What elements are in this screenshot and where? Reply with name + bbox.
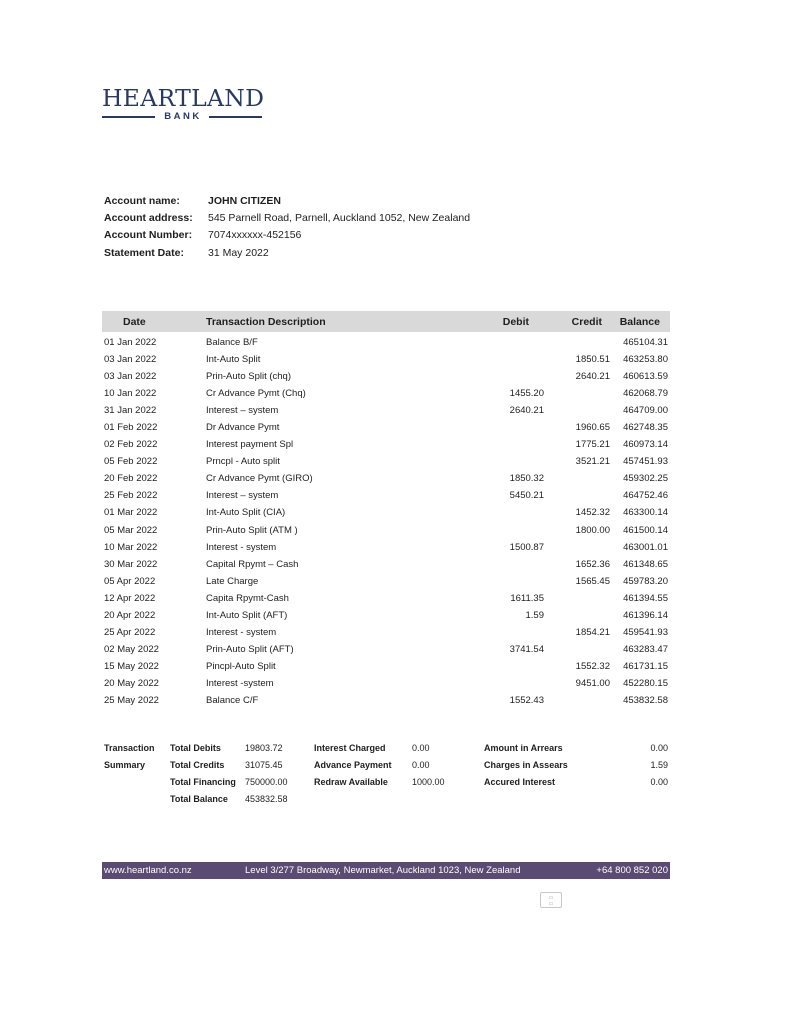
row-balance: 463283.47	[623, 643, 668, 655]
row-date: 02 Feb 2022	[104, 439, 158, 451]
table-row	[102, 522, 670, 539]
total-financing-label: Total Financing	[170, 777, 236, 787]
footer-bar	[102, 862, 670, 879]
row-balance: 459302.25	[623, 473, 668, 485]
row-description: Int-Auto Split (CIA)	[206, 507, 286, 519]
total-debits-label: Total Debits	[170, 743, 221, 753]
amount-in-arrears-value: 0.00	[650, 743, 668, 753]
account-name-value: JOHN CITIZEN	[208, 194, 281, 207]
table-row	[102, 607, 670, 624]
row-description: Dr Advance Pymt	[206, 422, 280, 434]
transaction-table	[102, 311, 670, 709]
row-date: 30 Mar 2022	[104, 558, 158, 570]
row-balance: 461731.15	[623, 660, 668, 672]
header-balance: Balance	[619, 315, 660, 328]
row-date: 05 Mar 2022	[104, 524, 158, 536]
row-credit: 1850.51	[575, 354, 610, 366]
transaction-table-header	[102, 311, 670, 332]
summary-label-summary: Summary	[104, 760, 146, 770]
table-row	[102, 334, 670, 351]
account-address-row	[104, 209, 470, 226]
row-date: 25 Apr 2022	[104, 626, 156, 638]
row-balance: 457451.93	[623, 456, 668, 468]
row-date: 25 May 2022	[104, 695, 159, 706]
row-description: Interest -system	[206, 677, 274, 689]
table-row	[102, 504, 670, 521]
row-credit: 2640.21	[575, 371, 610, 383]
row-credit: 1960.65	[575, 422, 610, 434]
redraw-available-label: Redraw Available	[314, 777, 388, 787]
row-credit: 1452.32	[575, 507, 610, 519]
table-row	[102, 590, 670, 607]
header-date: Date	[123, 315, 146, 328]
charges-in-arrears-value: 1.59	[650, 760, 668, 770]
row-debit: 1.59	[525, 609, 544, 621]
table-row	[102, 402, 670, 419]
table-row	[102, 658, 670, 675]
row-balance: 464709.00	[623, 405, 668, 417]
summary-label-transaction: Transaction	[104, 743, 155, 753]
row-description: Late Charge	[206, 575, 259, 587]
row-description: Int-Auto Split (AFT)	[206, 609, 288, 621]
row-balance: 463253.80	[623, 354, 668, 366]
table-row	[102, 436, 670, 453]
redraw-available-value: 1000.00	[412, 777, 445, 787]
table-row	[102, 692, 670, 709]
row-balance: 464752.46	[623, 490, 668, 502]
table-row	[102, 385, 670, 402]
table-row	[102, 419, 670, 436]
table-row	[102, 573, 670, 590]
total-credits-value: 31075.45	[245, 760, 283, 770]
table-row	[102, 453, 670, 470]
footer-phone: +64 800 852 020	[596, 865, 668, 876]
advance-payment-value: 0.00	[412, 760, 430, 770]
row-description: Prin-Auto Split (AFT)	[206, 643, 294, 655]
row-balance: 452280.15	[623, 677, 668, 689]
table-row	[102, 487, 670, 504]
logo-sub-text: BANK	[164, 111, 202, 122]
row-balance: 462068.79	[623, 388, 668, 400]
row-credit: 3521.21	[575, 456, 610, 468]
row-credit: 1652.36	[575, 558, 610, 570]
advance-payment-label: Advance Payment	[314, 760, 392, 770]
account-number-value: 7074xxxxxx-452156	[208, 229, 302, 242]
statement-date-label: Statement Date:	[104, 246, 184, 259]
row-debit: 2640.21	[509, 405, 544, 417]
transaction-rows	[102, 334, 670, 709]
account-name-row	[104, 192, 470, 209]
row-date: 25 Feb 2022	[104, 490, 158, 502]
row-date: 01 Mar 2022	[104, 507, 158, 519]
row-description: Interest – system	[206, 405, 279, 417]
table-row	[102, 641, 670, 658]
row-date: 20 May 2022	[104, 677, 159, 689]
row-description: Capital Rpymt – Cash	[206, 558, 299, 570]
logo-sub	[102, 111, 262, 122]
row-credit: 1800.00	[575, 524, 610, 536]
row-debit: 1500.87	[509, 541, 544, 553]
row-debit: 1455.20	[509, 388, 544, 400]
total-financing-value: 750000.00	[245, 777, 288, 787]
row-balance: 463300.14	[623, 507, 668, 519]
row-balance: 453832.58	[623, 695, 668, 706]
row-date: 10 Jan 2022	[104, 388, 157, 400]
row-description: Cr Advance Pymt (GIRO)	[206, 473, 313, 485]
row-debit: 1850.32	[509, 473, 544, 485]
row-date: 01 Jan 2022	[104, 337, 157, 349]
statement-date-row	[104, 244, 470, 261]
statement-date-value: 31 May 2022	[208, 246, 269, 259]
total-debits-value: 19803.72	[245, 743, 283, 753]
row-debit: 3741.54	[509, 643, 544, 655]
row-date: 31 Jan 2022	[104, 405, 157, 417]
row-description: Interest - system	[206, 626, 277, 638]
total-balance-value: 453832.58	[245, 794, 288, 804]
row-description: Interest payment Spl	[206, 439, 294, 451]
account-number-label: Account Number:	[104, 229, 193, 242]
small-stamp-icon: ▭ ▭	[540, 892, 562, 908]
logo-line-right	[209, 116, 262, 118]
footer-website-link[interactable]: www.heartland.co.nz	[104, 865, 192, 876]
row-credit: 1552.32	[575, 660, 610, 672]
row-description: Pincpl-Auto Split	[206, 660, 276, 672]
row-credit: 1854.21	[575, 626, 610, 638]
row-balance: 463001.01	[623, 541, 668, 553]
account-address-value: 545 Parnell Road, Parnell, Auckland 1052, New Zealand	[208, 211, 471, 224]
row-balance: 465104.31	[623, 337, 668, 349]
account-address-label: Account address:	[104, 211, 193, 224]
header-debit: Debit	[502, 315, 529, 328]
amount-in-arrears-label: Amount in Arrears	[484, 743, 563, 753]
row-date: 01 Feb 2022	[104, 422, 158, 434]
interest-charged-label: Interest Charged	[314, 743, 386, 753]
row-description: Int-Auto Split	[206, 354, 261, 366]
row-description: Balance B/F	[206, 337, 258, 349]
table-row	[102, 368, 670, 385]
header-credit: Credit	[571, 315, 602, 328]
table-row	[102, 351, 670, 368]
footer-address: Level 3/277 Broadway, Newmarket, Auckland 1023, New Zealand	[245, 865, 521, 876]
row-balance: 459541.93	[623, 626, 668, 638]
logo-line-left	[102, 116, 155, 118]
table-row	[102, 470, 670, 487]
accured-interest-label: Accured Interest	[484, 777, 556, 787]
row-description: Prncpl - Auto split	[206, 456, 280, 468]
table-row	[102, 675, 670, 692]
row-date: 02 May 2022	[104, 643, 159, 655]
row-date: 15 May 2022	[104, 660, 159, 672]
row-balance: 461348.65	[623, 558, 668, 570]
account-name-label: Account name:	[104, 194, 180, 207]
row-balance: 461500.14	[623, 524, 668, 536]
row-description: Balance C/F	[206, 695, 259, 706]
table-row	[102, 624, 670, 641]
table-row	[102, 556, 670, 573]
row-date: 03 Jan 2022	[104, 371, 157, 383]
account-number-row	[104, 227, 470, 244]
total-credits-label: Total Credits	[170, 760, 225, 770]
row-balance: 461394.55	[623, 592, 668, 604]
row-balance: 461396.14	[623, 609, 668, 621]
row-date: 10 Mar 2022	[104, 541, 158, 553]
row-description: Capita Rpymt-Cash	[206, 592, 289, 604]
row-credit: 9451.00	[575, 677, 610, 689]
table-row	[102, 539, 670, 556]
row-date: 12 Apr 2022	[104, 592, 156, 604]
row-description: Prin-Auto Split (chq)	[206, 371, 292, 383]
accured-interest-value: 0.00	[650, 777, 668, 787]
row-date: 05 Feb 2022	[104, 456, 158, 468]
row-date: 05 Apr 2022	[104, 575, 156, 587]
row-description: Cr Advance Pymt (Chq)	[206, 388, 306, 400]
row-description: Interest – system	[206, 490, 279, 502]
header-description: Transaction Description	[206, 315, 326, 328]
row-date: 03 Jan 2022	[104, 354, 157, 366]
row-date: 20 Feb 2022	[104, 473, 158, 485]
row-debit: 1552.43	[509, 695, 544, 706]
logo-name: HEARTLAND	[102, 84, 265, 112]
row-credit: 1775.21	[575, 439, 610, 451]
row-description: Interest - system	[206, 541, 277, 553]
row-balance: 462748.35	[623, 422, 668, 434]
charges-in-arrears-label: Charges in Assears	[484, 760, 568, 770]
row-debit: 1611.35	[510, 592, 544, 604]
row-credit: 1565.45	[575, 575, 610, 587]
row-description: Prin-Auto Split (ATM )	[206, 524, 298, 536]
row-balance: 460613.59	[623, 371, 668, 383]
row-debit: 5450.21	[509, 490, 544, 502]
interest-charged-value: 0.00	[412, 743, 430, 753]
row-balance: 460973.14	[623, 439, 668, 451]
row-date: 20 Apr 2022	[104, 609, 156, 621]
total-balance-label: Total Balance	[170, 794, 228, 804]
heartland-bank-logo	[102, 84, 265, 122]
row-balance: 459783.20	[623, 575, 668, 587]
account-details	[104, 192, 470, 261]
